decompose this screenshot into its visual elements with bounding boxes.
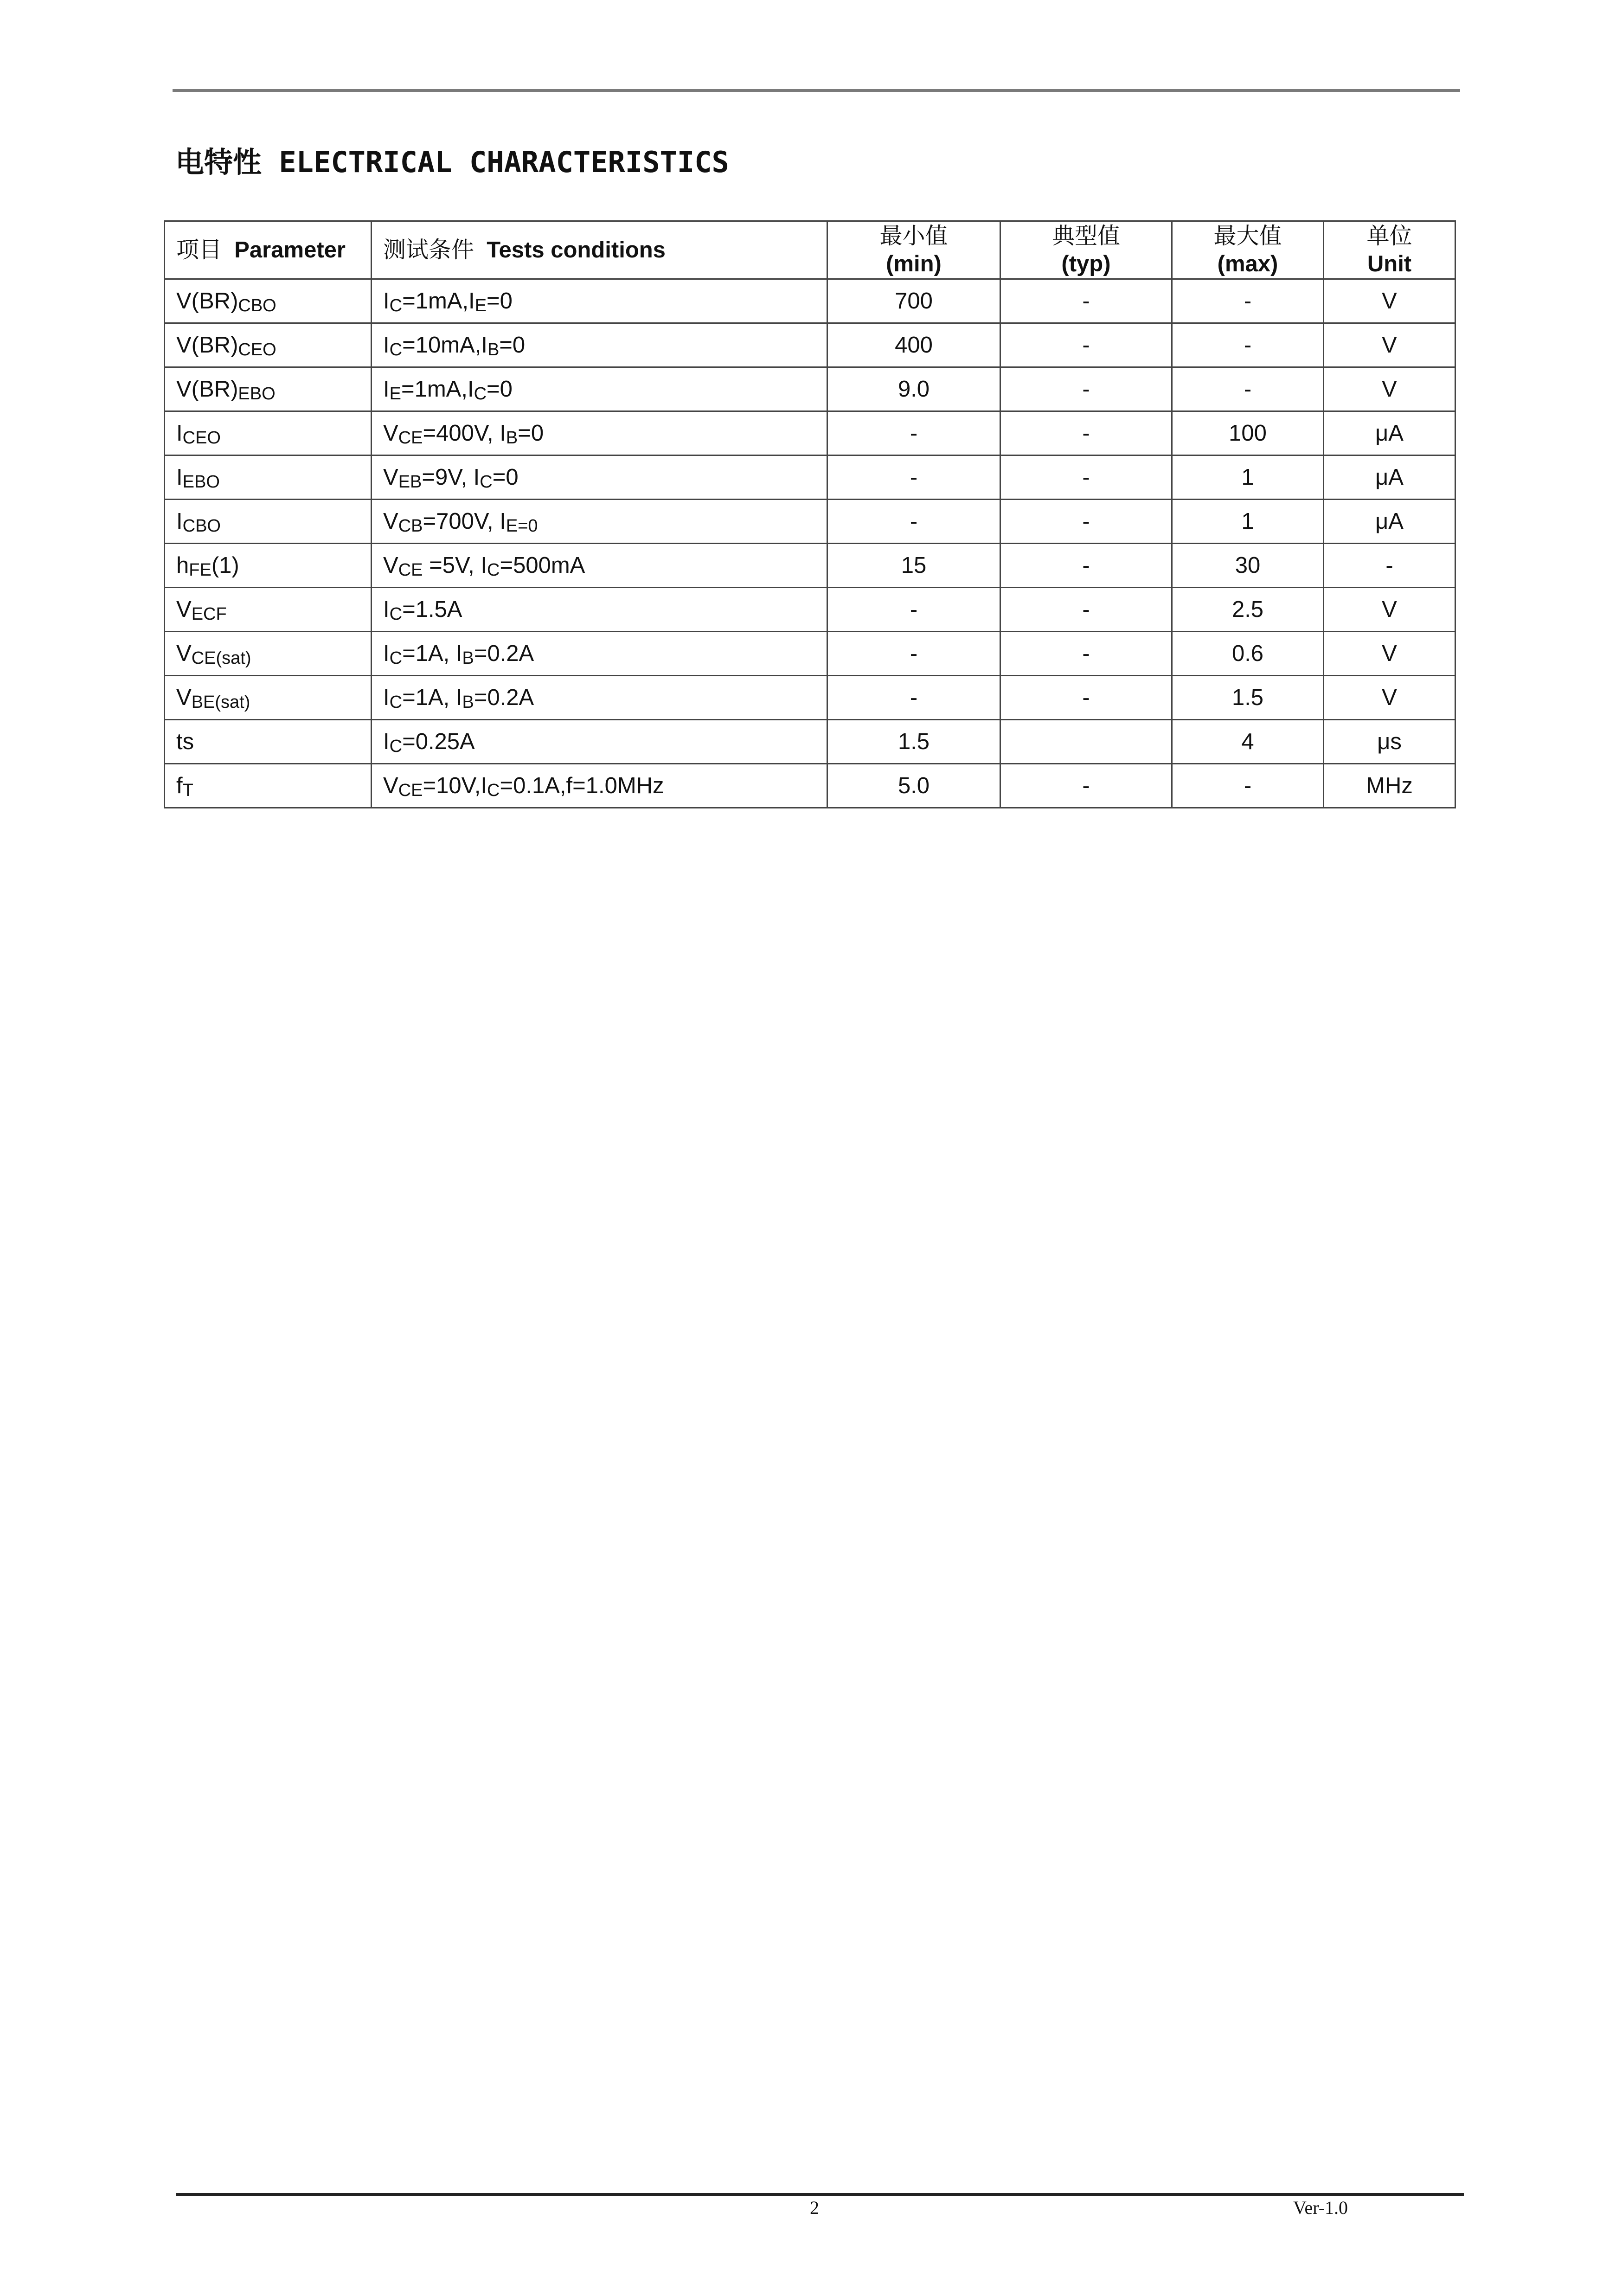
- table-row: [165, 632, 1455, 676]
- typ-cell: -: [1000, 764, 1172, 808]
- text-part: =0.2A: [474, 641, 534, 666]
- typ-cell: -: [1000, 279, 1172, 323]
- condition-cell: [372, 676, 827, 720]
- unit-cell: μA: [1324, 455, 1455, 500]
- text-part: V(BR): [176, 377, 238, 402]
- table-row: [165, 764, 1455, 808]
- typ-cell: -: [1000, 455, 1172, 500]
- subscript: FE: [189, 560, 212, 580]
- typ-cell: -: [1000, 544, 1172, 588]
- text-part: =700V, I: [423, 509, 506, 534]
- text-part: I: [383, 641, 390, 666]
- section-title-en: ELECTRICAL CHARACTERISTICS: [279, 145, 729, 179]
- text-part: V: [383, 465, 398, 490]
- subscript: CEO: [182, 428, 221, 448]
- condition-cell: [372, 455, 827, 500]
- version-label: Ver-1.0: [1293, 2197, 1348, 2218]
- subscript: C: [480, 472, 493, 492]
- typ-cell: -: [1000, 500, 1172, 544]
- subscript: CE: [398, 428, 423, 448]
- min-cell: -: [827, 632, 1000, 676]
- subscript: T: [182, 781, 193, 800]
- table-row: [165, 323, 1455, 367]
- typ-cell: -: [1000, 323, 1172, 367]
- text-part: I: [383, 685, 390, 710]
- condition-cell: [372, 411, 827, 455]
- unit-cell: μA: [1324, 411, 1455, 455]
- table-row: [165, 367, 1455, 411]
- text-part: I: [383, 729, 390, 754]
- text-part: V(BR): [176, 289, 238, 314]
- parameter-cell: [165, 500, 372, 544]
- parameter-cell: [165, 544, 372, 588]
- text-part: =0.25A: [402, 729, 475, 754]
- parameter-cell: [165, 367, 372, 411]
- condition-cell: [372, 367, 827, 411]
- max-cell: 1: [1172, 500, 1324, 544]
- text-part: I: [176, 465, 183, 490]
- max-cell: 1: [1172, 455, 1324, 500]
- footer-rule: [176, 2193, 1464, 2196]
- typ-cell: -: [1000, 588, 1172, 632]
- min-cell: 1.5: [827, 720, 1000, 764]
- typ-cell: -: [1000, 411, 1172, 455]
- text-part: V: [176, 685, 192, 710]
- min-cell: 15: [827, 544, 1000, 588]
- text-part: ts: [176, 729, 194, 754]
- subscript: C: [389, 604, 403, 624]
- text-part: I: [176, 421, 183, 446]
- subscript: EBO: [182, 472, 220, 492]
- section-title: [175, 139, 729, 180]
- unit-cell: MHz: [1324, 764, 1455, 808]
- text-part: =500mA: [500, 553, 585, 578]
- parameter-cell: [165, 323, 372, 367]
- electrical-characteristics-table: [164, 220, 1456, 808]
- subscript: CE: [398, 560, 423, 580]
- text-part: =1A, I: [402, 685, 462, 710]
- subscript: C: [487, 781, 500, 800]
- typ-cell: -: [1000, 632, 1172, 676]
- text-part: I: [176, 509, 183, 534]
- subscript: C: [389, 693, 403, 712]
- unit-cell: V: [1324, 367, 1455, 411]
- text-part: I: [383, 377, 390, 402]
- text-part: =0: [518, 421, 544, 446]
- text-part: =1mA,I: [402, 289, 475, 314]
- subscript: E: [474, 296, 487, 315]
- unit-cell: V: [1324, 632, 1455, 676]
- max-cell: -: [1172, 323, 1324, 367]
- header-conditions: 测试条件 Tests conditions: [372, 221, 827, 279]
- page-number: 2: [810, 2197, 819, 2218]
- max-cell: 100: [1172, 411, 1324, 455]
- subscript: E: [389, 384, 401, 404]
- subscript: C: [389, 340, 403, 359]
- table-row: [165, 500, 1455, 544]
- unit-cell: V: [1324, 588, 1455, 632]
- subscript: B: [462, 648, 474, 668]
- table-row: [165, 720, 1455, 764]
- min-cell: -: [827, 455, 1000, 500]
- text-part: f: [176, 773, 183, 798]
- condition-cell: [372, 588, 827, 632]
- text-part: h: [176, 553, 189, 578]
- parameter-cell: [165, 279, 372, 323]
- max-cell: -: [1172, 279, 1324, 323]
- text-part: =10V,I: [423, 773, 487, 798]
- text-part: =0: [499, 333, 526, 358]
- section-title-cn: 电特性: [175, 145, 262, 179]
- text-part: =1mA,I: [401, 377, 474, 402]
- subscript: CE: [398, 781, 423, 800]
- subscript: B: [506, 428, 518, 448]
- header-unit: 单位 Unit: [1324, 221, 1455, 279]
- header-typ: 典型值 (typ): [1000, 221, 1172, 279]
- text-part: I: [383, 289, 390, 314]
- condition-cell: [372, 500, 827, 544]
- subscript: C: [474, 384, 487, 404]
- text-part: =0: [492, 465, 519, 490]
- table-row: [165, 544, 1455, 588]
- text-part: V: [176, 641, 192, 666]
- condition-cell: [372, 323, 827, 367]
- parameter-cell: [165, 764, 372, 808]
- table-row: [165, 411, 1455, 455]
- table-row: [165, 455, 1455, 500]
- max-cell: 1.5: [1172, 676, 1324, 720]
- subscript: CBO: [182, 516, 221, 536]
- text-part: V: [383, 553, 398, 578]
- parameter-cell: [165, 411, 372, 455]
- min-cell: 700: [827, 279, 1000, 323]
- header-rule: [173, 89, 1460, 92]
- subscript: C: [389, 737, 403, 756]
- min-cell: -: [827, 588, 1000, 632]
- min-cell: -: [827, 411, 1000, 455]
- max-cell: -: [1172, 367, 1324, 411]
- condition-cell: [372, 720, 827, 764]
- text-part: V: [176, 597, 192, 622]
- condition-cell: [372, 632, 827, 676]
- text-part: I: [383, 597, 390, 622]
- subscript: CE(sat): [191, 648, 251, 668]
- text-part: (1): [211, 553, 239, 578]
- max-cell: 2.5: [1172, 588, 1324, 632]
- parameter-cell: [165, 720, 372, 764]
- min-cell: -: [827, 676, 1000, 720]
- condition-cell: [372, 544, 827, 588]
- text-part: =0: [487, 289, 513, 314]
- table-row: [165, 676, 1455, 720]
- max-cell: 30: [1172, 544, 1324, 588]
- unit-cell: V: [1324, 279, 1455, 323]
- condition-cell: [372, 279, 827, 323]
- header-max: 最大值 (max): [1172, 221, 1324, 279]
- subscript: EB: [398, 472, 422, 492]
- unit-cell: V: [1324, 323, 1455, 367]
- min-cell: -: [827, 500, 1000, 544]
- table-row: [165, 588, 1455, 632]
- typ-cell: -: [1000, 676, 1172, 720]
- parameter-cell: [165, 455, 372, 500]
- typ-cell: -: [1000, 367, 1172, 411]
- header-parameter: 项目 Parameter: [165, 221, 372, 279]
- max-cell: -: [1172, 764, 1324, 808]
- subscript: CEO: [238, 340, 276, 359]
- parameter-cell: [165, 632, 372, 676]
- text-part: =400V, I: [423, 421, 506, 446]
- text-part: =0.2A: [474, 685, 534, 710]
- max-cell: 0.6: [1172, 632, 1324, 676]
- unit-cell: μA: [1324, 500, 1455, 544]
- unit-cell: V: [1324, 676, 1455, 720]
- subscript: C: [389, 648, 403, 668]
- parameter-cell: [165, 588, 372, 632]
- typ-cell: [1000, 720, 1172, 764]
- subscript: E=0: [506, 516, 538, 536]
- text-part: =9V, I: [422, 465, 480, 490]
- condition-cell: [372, 764, 827, 808]
- subscript: CB: [398, 516, 423, 536]
- min-cell: 9.0: [827, 367, 1000, 411]
- unit-cell: μs: [1324, 720, 1455, 764]
- text-part: =5V, I: [423, 553, 487, 578]
- text-part: =1A, I: [402, 641, 462, 666]
- text-part: V: [383, 773, 398, 798]
- table-header-row: [165, 221, 1455, 279]
- table-row: [165, 279, 1455, 323]
- subscript: B: [487, 340, 500, 359]
- min-cell: 5.0: [827, 764, 1000, 808]
- subscript: C: [389, 296, 403, 315]
- table-body: [165, 279, 1455, 808]
- text-part: I: [383, 333, 390, 358]
- text-part: V: [383, 421, 398, 446]
- subscript: C: [487, 560, 500, 580]
- text-part: =0.1A,f=1.0MHz: [500, 773, 664, 798]
- subscript: CBO: [238, 296, 276, 315]
- text-part: =1.5A: [402, 597, 462, 622]
- subscript: EBO: [238, 384, 276, 404]
- subscript: ECF: [191, 604, 227, 624]
- text-part: V(BR): [176, 333, 238, 358]
- max-cell: 4: [1172, 720, 1324, 764]
- subscript: B: [462, 693, 474, 712]
- text-part: =0: [487, 377, 513, 402]
- parameter-cell: [165, 676, 372, 720]
- text-part: V: [383, 509, 398, 534]
- min-cell: 400: [827, 323, 1000, 367]
- header-min: 最小值 (min): [827, 221, 1000, 279]
- subscript: BE(sat): [191, 693, 250, 712]
- text-part: =10mA,I: [402, 333, 487, 358]
- unit-cell: -: [1324, 544, 1455, 588]
